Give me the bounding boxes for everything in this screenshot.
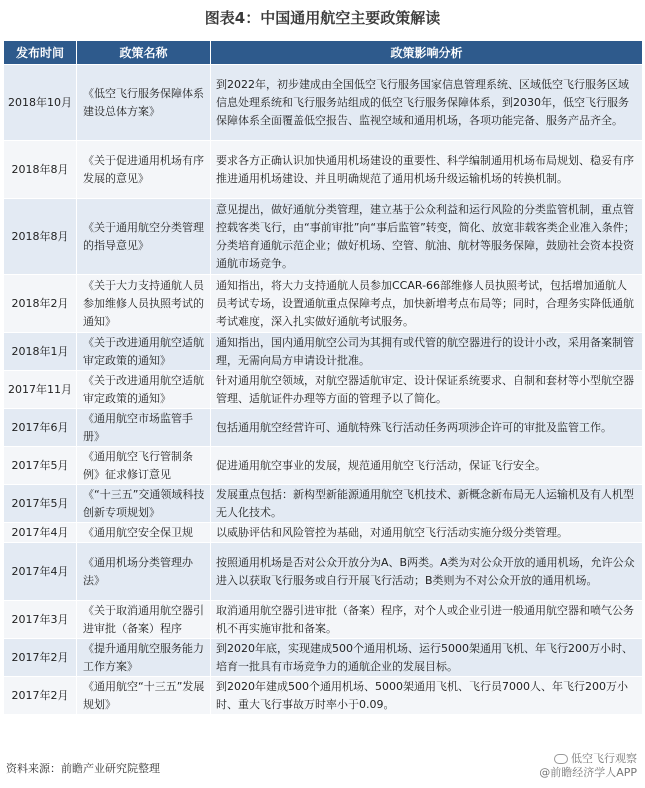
table-body (4, 65, 643, 715)
source-note: 资料来源：前瞻产业研究院整理 (6, 762, 160, 775)
header-impact: 政策影响分析 (211, 41, 643, 65)
table-row (4, 485, 643, 523)
policy-name: 《通用航空飞行管制条例》征求修订意见 (77, 447, 211, 485)
policy-date: 2017年5月 (4, 485, 77, 523)
policy-impact: 包括通用航空经营许可、通航特殊飞行活动任务两项涉企许可的审批及监管工作。 (211, 409, 643, 447)
policy-name: 《关于大力支持通航人员参加维修人员执照考试的通知》 (77, 275, 211, 333)
policy-date: 2017年4月 (4, 543, 77, 601)
header-date: 发布时间 (4, 41, 77, 65)
policy-name: 《关于促进通用机场有序发展的意见》 (77, 141, 211, 199)
policy-impact: 到2022年，初步建成由全国低空飞行服务国家信息管理系统、区域低空飞行服务区域信息处理系统和飞行服务站组成的低空飞行服务保障体系，到2030年，低空飞行服务保障体系全面覆盖低空报告、监视空域和通用机场，各项功能完备、服务产品齐全。 (211, 65, 643, 141)
watermark (539, 752, 637, 780)
policy-impact: 到2020年底，实现建成500个通用机场、运行5000架通用飞机、年飞行200万小时、培育一批具有市场竞争力的通航企业的发展目标。 (211, 639, 643, 677)
header-policy-name: 政策名称 (77, 41, 211, 65)
policy-name: 《通用航空安全保卫规 (77, 523, 211, 543)
watermark-line1 (539, 752, 637, 766)
policy-name: 《通用航空市场监管手册》 (77, 409, 211, 447)
policy-name: 《关于取消通用航空器引进审批（备案）程序 (77, 601, 211, 639)
table-row (4, 333, 643, 371)
table-row (4, 371, 643, 409)
policy-date: 2017年2月 (4, 677, 77, 715)
policy-impact: 促进通用航空事业的发展，规范通用航空飞行活动，保证飞行安全。 (211, 447, 643, 485)
policy-date: 2017年4月 (4, 523, 77, 543)
policy-impact: 针对通用航空领域，对航空器适航审定、设计保证系统要求、自制和套材等小型航空器管理、适航证件办理等方面的管理予以了简化。 (211, 371, 643, 409)
policy-name: 《提升通用航空服务能力工作方案》 (77, 639, 211, 677)
table-row (4, 523, 643, 543)
policy-name: 《关于改进通用航空适航审定政策的通知》 (77, 333, 211, 371)
table-row (4, 447, 643, 485)
policy-impact: 意见提出，做好通航分类管理，建立基于公众利益和运行风险的分类监管机制，重点管控载客类飞行，由“事前审批”向“事后监管”转变，简化、放宽非载客类企业准入条件；分类培育通航示范企业；做好机场、空管、航油、航材等服务保障，鼓励社会资本投资通航市场竞争。 (211, 199, 643, 275)
policy-impact: 按照通用机场是否对公众开放分为A、B两类。A类为对公众开放的通用机场，允许公众进入以获取飞行服务或自行开展飞行活动；B类则为不对公众开放的通用机场。 (211, 543, 643, 601)
policy-name: 《关于通用航空分类管理的指导意见》 (77, 199, 211, 275)
policy-date: 2017年11月 (4, 371, 77, 409)
table-row (4, 409, 643, 447)
table-header-row (4, 41, 643, 65)
policy-date: 2017年2月 (4, 639, 77, 677)
watermark-line2: @前瞻经济学人APP (539, 766, 637, 779)
table-row (4, 543, 643, 601)
policy-impact: 通知指出，国内通用航空公司为其拥有或代管的航空器进行的设计小改，采用备案制管理，无需向局方申请设计批准。 (211, 333, 643, 371)
policy-impact: 以威胁评估和风险管控为基础，对通用航空飞行活动实施分级分类管理。 (211, 523, 643, 543)
policy-impact: 要求各方正确认识加快通用机场建设的重要性、科学编制通用机场布局规划、稳妥有序推进通用机场建设、并且明确规范了通用机场升级运输机场的转换机制。 (211, 141, 643, 199)
table-row (4, 199, 643, 275)
policy-date: 2018年10月 (4, 65, 77, 141)
policy-date: 2018年8月 (4, 141, 77, 199)
policy-date: 2017年5月 (4, 447, 77, 485)
wechat-icon (554, 754, 568, 764)
table-title: 图表4：中国通用航空主要政策解读 (204, 9, 441, 27)
policy-date: 2018年2月 (4, 275, 77, 333)
policy-name: 《低空飞行服务保障体系建设总体方案》 (77, 65, 211, 141)
policy-table (3, 40, 643, 715)
policy-name: 《关于改进通用航空适航审定政策的通知》 (77, 371, 211, 409)
policy-date: 2018年1月 (4, 333, 77, 371)
policy-date: 2018年8月 (4, 199, 77, 275)
table-row (4, 601, 643, 639)
policy-name: 《“十三五”交通领域科技创新专项规划》 (77, 485, 211, 523)
table-row (4, 141, 643, 199)
policy-date: 2017年3月 (4, 601, 77, 639)
table-row (4, 677, 643, 715)
policy-impact: 到2020年建成500个通用机场、5000架通用飞机、飞行员7000人、年飞行200万小时、重大飞行事故万时率小于0.09。 (211, 677, 643, 715)
table-row (4, 275, 643, 333)
table-row (4, 65, 643, 141)
policy-impact: 取消通用航空器引进审批（备案）程序，对个人或企业引进一般通用航空器和喷气公务机不再实施审批和备案。 (211, 601, 643, 639)
policy-impact: 发展重点包括：新构型新能源通用航空飞机技术、新概念新布局无人运输机及有人机型无人化技术。 (211, 485, 643, 523)
policy-impact: 通知指出，将大力支持通航人员参加CCAR-66部维修人员执照考试，包括增加通航人员考试专场，设置通航重点保障考点，加快新增考点布局等；同时，合理务实降低通航考试难度，深入扎实做好通航考试服务。 (211, 275, 643, 333)
watermark-text: 低空飞行观察 (571, 752, 637, 765)
policy-name: 《通用航空“十三五”发展规划》 (77, 677, 211, 715)
policy-date: 2017年6月 (4, 409, 77, 447)
table-row (4, 639, 643, 677)
policy-name: 《通用机场分类管理办法》 (77, 543, 211, 601)
